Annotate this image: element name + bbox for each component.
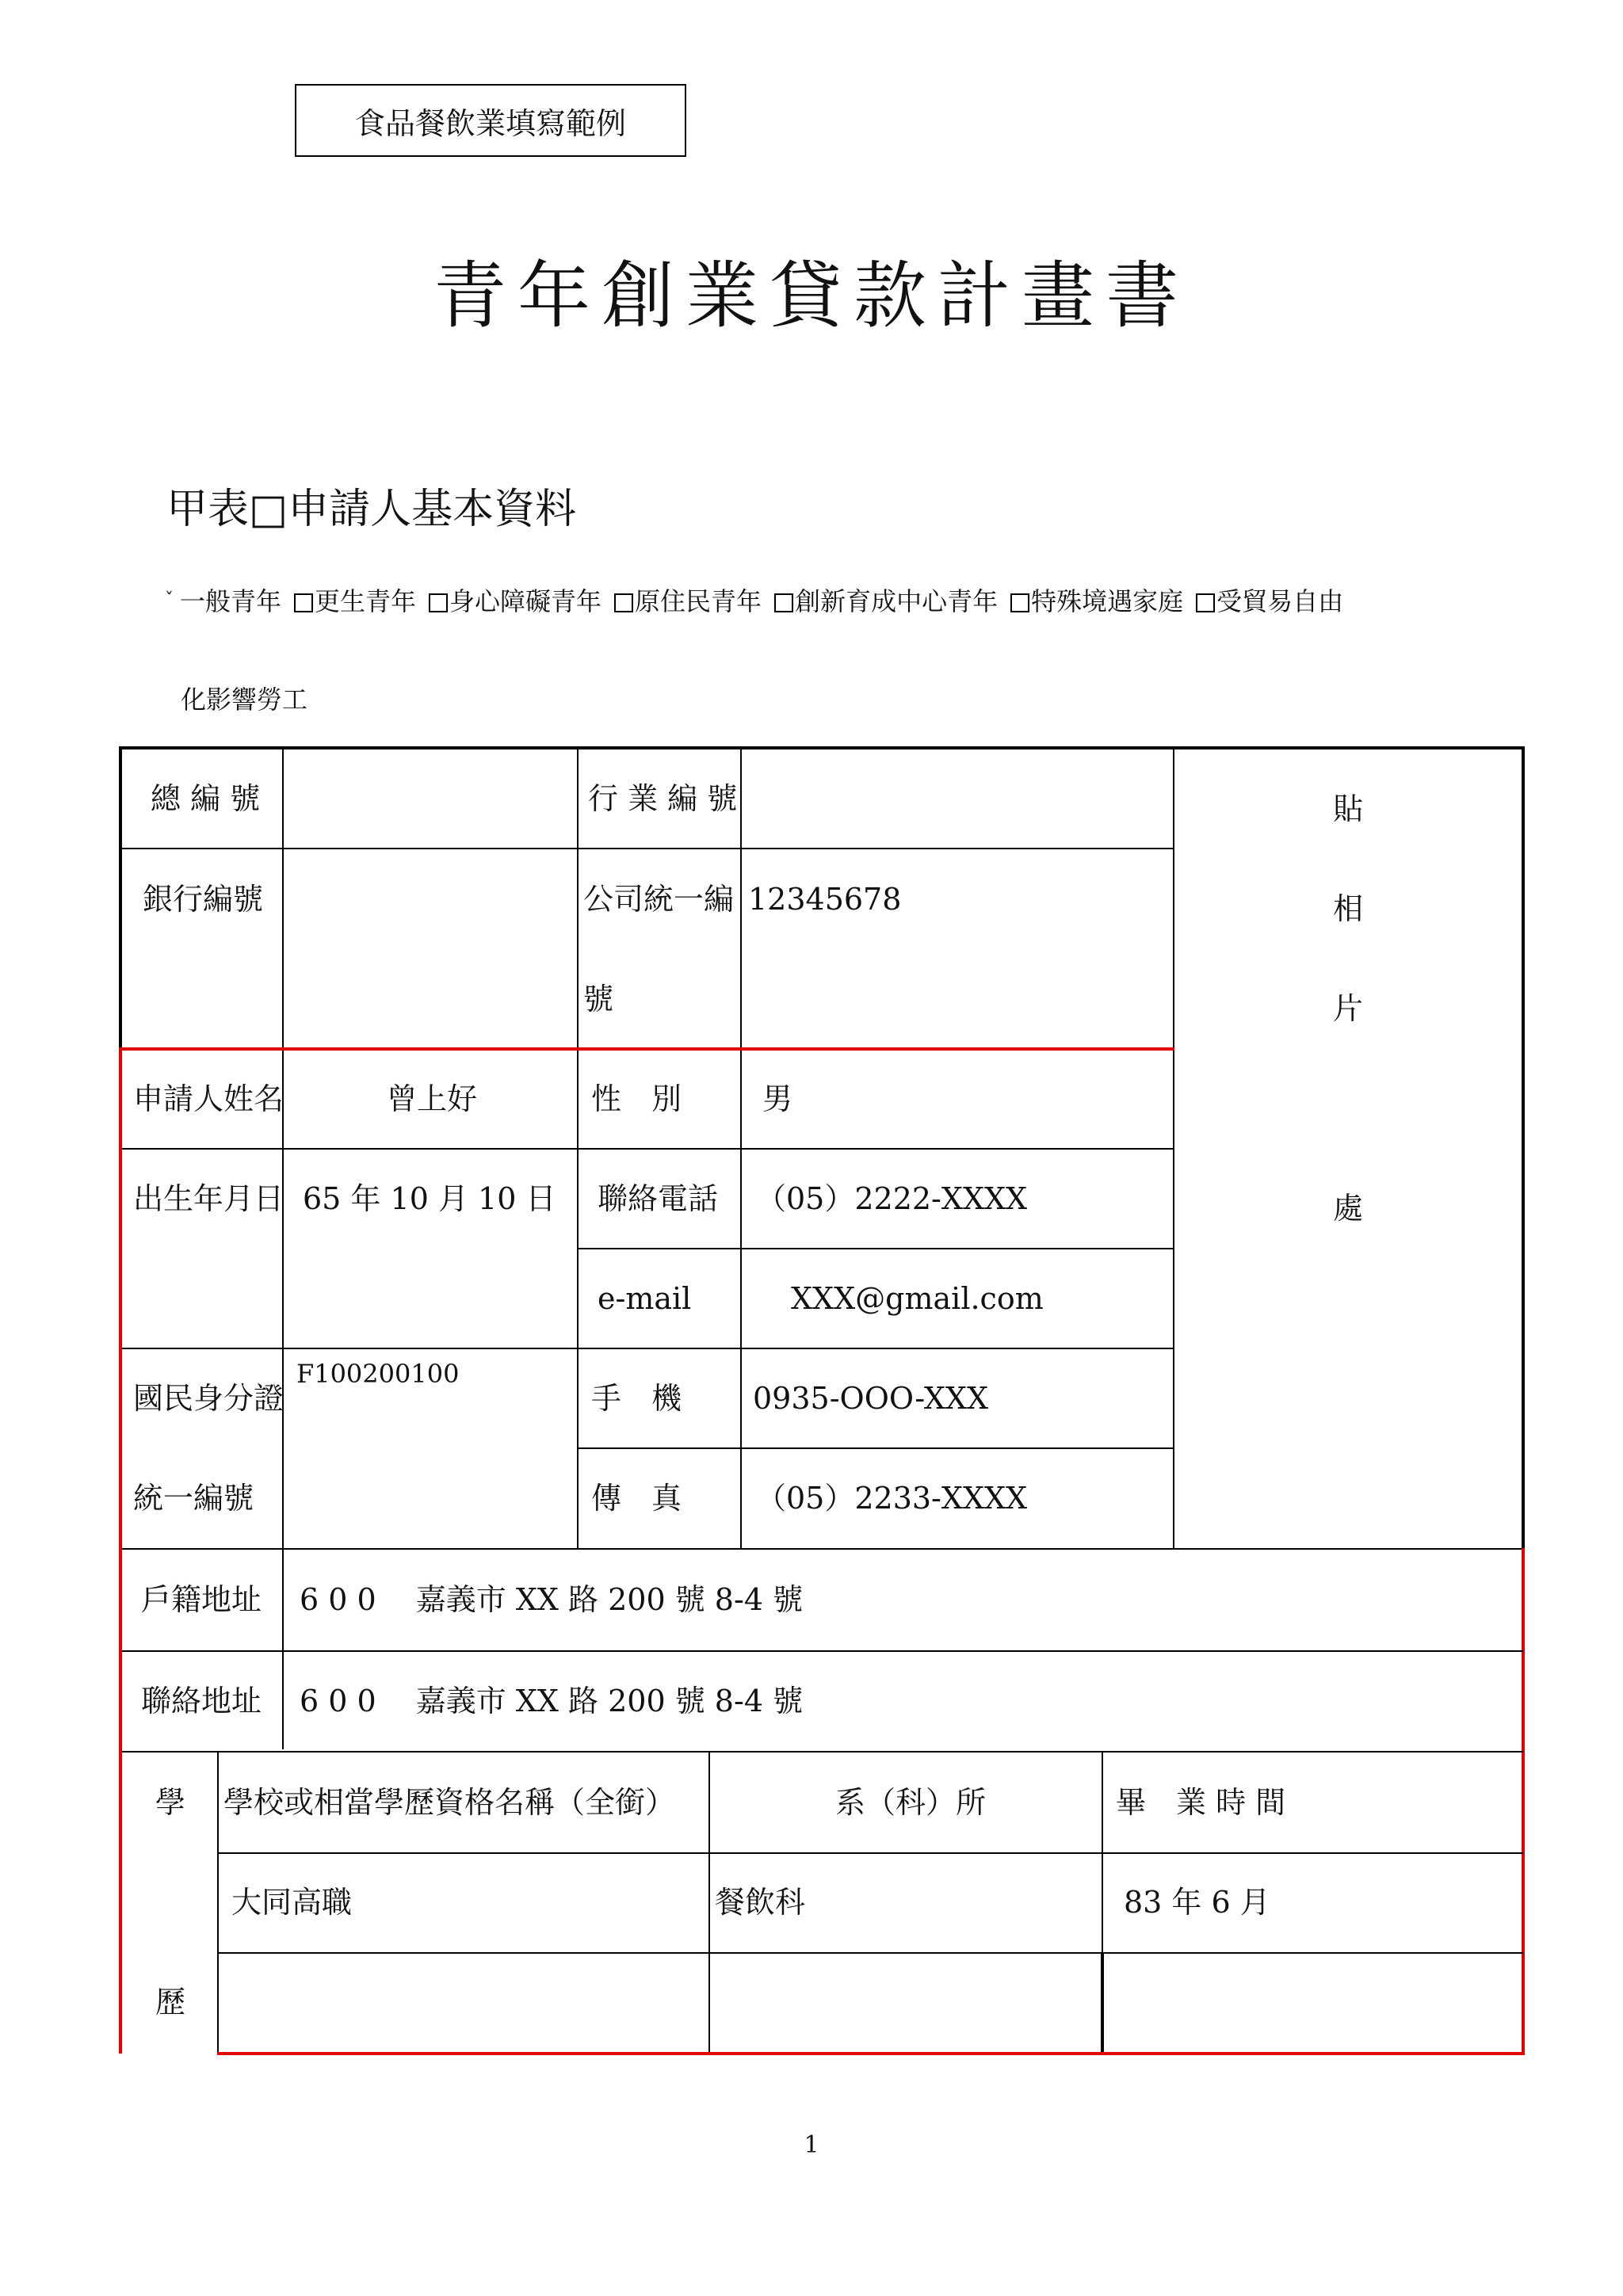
row-divider-7 [122,1650,1523,1652]
email-value: XXX@gmail.com [791,1281,1044,1316]
table-left-border-top [119,746,122,1049]
company-id-label-line2: 號 [583,982,614,1016]
id-value: F100200100 [296,1359,460,1389]
highlight-bottom-border [217,2052,1525,2055]
sample-label-box [295,84,686,157]
row-divider-6 [122,1548,1523,1550]
total-no-label: 總 編 號 [151,781,261,816]
category-label: 受貿易自由 [1216,586,1344,616]
phone-value: （05）2222-XXXX [756,1181,1028,1216]
edu-header-graduation: 畢 業 時 間 [1116,1785,1286,1820]
edu-header-school: 學校或相當學歷資格名稱（全銜） [223,1785,676,1820]
registered-address-value: 6 0 0 嘉義市 XX 路 200 號 8-4 號 [300,1582,804,1617]
edu-col-divider-1 [217,1751,219,2055]
company-id-value: 12345678 [748,882,902,917]
category-label: 特殊境遇家庭 [1031,586,1184,616]
category-label: 創新育成中心青年 [795,586,999,616]
edu-row-divider-1 [219,1852,1523,1854]
phone-label: 聯絡電話 [598,1181,719,1216]
table-right-border-top [1522,746,1525,1548]
id-label-line2: 統一編號 [133,1481,254,1516]
checkbox-icon[interactable] [1010,593,1029,612]
education-label-1: 學 [155,1785,186,1820]
edu-row-divider-2 [219,1952,1523,1954]
edu-col-divider-2 [708,1751,710,2055]
photo-char-2: 相 [1333,891,1364,926]
applicant-category-list [165,582,1356,618]
category-option[interactable] [294,582,416,618]
checkbox-icon[interactable] [614,593,633,612]
row-divider-8 [122,1751,1523,1753]
category-label: 原住民青年 [635,586,762,616]
category-option[interactable] [1196,582,1343,618]
gender-label: 性 別 [591,1081,682,1116]
applicant-category-continuation: 化影響勞工 [181,685,308,715]
mobile-label: 手 機 [591,1381,682,1416]
category-option[interactable] [774,582,998,618]
highlight-left-border [119,1047,122,2054]
birth-label: 出生年月日 [133,1181,285,1216]
row-divider-4 [122,1348,1173,1349]
col-divider-1 [282,748,284,1749]
document-title: 青年創業貸款計畫書 [433,254,1190,338]
category-option[interactable] [1010,582,1183,618]
row-divider-1 [120,848,1174,849]
contact-address-label: 聯絡地址 [141,1684,262,1718]
edu-row1-department: 餐飲科 [715,1885,806,1920]
education-label-2: 歷 [155,1985,186,2019]
page-number: 1 [804,2131,819,2159]
category-option[interactable] [429,582,601,618]
edu-row1-graduation: 83 年 6 月 [1124,1885,1270,1920]
photo-char-3: 片 [1333,991,1364,1026]
row-divider-2 [579,1148,1173,1150]
highlight-right-border [1522,1548,1525,2055]
checkbox-icon[interactable] [429,593,448,612]
registered-address-label: 戶籍地址 [141,1582,262,1617]
industry-no-label: 行 業 編 號 [588,781,738,816]
table-top-border [119,746,1525,749]
contact-address-value: 6 0 0 嘉義市 XX 路 200 號 8-4 號 [300,1684,804,1718]
category-label: 一般青年 [180,586,282,616]
fax-label: 傳 真 [591,1481,682,1516]
checkbox-icon[interactable] [1196,593,1215,612]
birth-value: 65 年 10 月 10 日 [303,1181,556,1216]
name-label: 申請人姓名 [133,1081,285,1116]
checkbox-icon[interactable] [774,593,793,612]
section-title: 甲表□申請人基本資料 [166,486,577,533]
sample-label: 食品餐飲業填寫範例 [354,105,626,141]
gender-value: 男 [762,1081,793,1116]
mobile-value: 0935-OOO-XXX [753,1381,989,1416]
row-divider-5 [579,1447,1173,1449]
photo-char-4: 處 [1333,1191,1364,1226]
checkbox-checked-icon[interactable]: ˇ [165,590,174,610]
highlight-top-border [119,1047,1174,1051]
name-value: 曾上好 [387,1081,478,1116]
email-label: e-mail [598,1281,692,1316]
fax-value: （05）2233-XXXX [756,1481,1028,1516]
edu-col-divider-3 [1102,1751,1103,1957]
category-option[interactable] [614,582,762,618]
edu-row1-school: 大同高職 [231,1885,353,1920]
edu-header-department: 系（科）所 [835,1785,987,1820]
row-divider-3 [579,1248,1173,1249]
col-divider-4 [1173,748,1174,1550]
company-id-label-line1: 公司統一編 [583,882,735,917]
category-label: 身心障礙青年 [449,586,602,616]
category-label: 更生青年 [315,586,417,616]
photo-char-1: 貼 [1333,791,1364,826]
id-label-line1: 國民身分證 [133,1381,285,1416]
category-option[interactable] [165,582,281,618]
bank-no-label: 銀行編號 [143,882,264,917]
checkbox-icon[interactable] [294,593,313,612]
